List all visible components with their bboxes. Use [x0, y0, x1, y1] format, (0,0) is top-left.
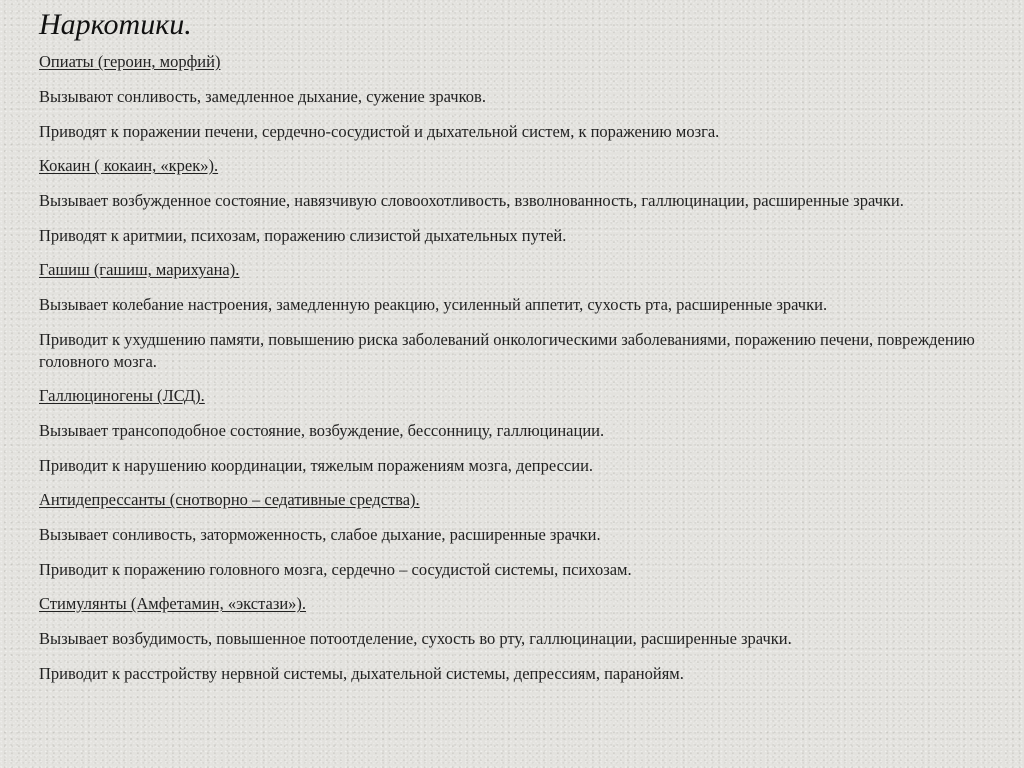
consequences-text: Приводит к нарушению координации, тяжелым поражениям мозга, депрессии. — [39, 456, 594, 475]
consequences-text: Приводит к поражению головного мозга, сердечно – сосудистой системы, психозам. — [39, 560, 632, 579]
effects-text: Вызывает возбужденное состояние, навязчивую словоохотливость, взволнованность, галлюцинации, расширенные зрачки. — [39, 191, 904, 210]
section-antidepressants — [39, 490, 1004, 581]
effects-text: Вызывают сонливость, замедленное дыхание, сужение зрачков. — [39, 87, 486, 106]
slide-title: Наркотики. — [39, 8, 192, 41]
section-heading: Кокаин ( кокаин, «крек»). — [39, 156, 219, 175]
consequences-text: Приводят к аритмии, психозам, поражению слизистой дыхательных путей. — [39, 226, 567, 245]
consequences-text: Приводит к ухудшению памяти, повышению риска заболеваний онкологическими заболеваниями, поражению печени, повреждению головного мозга. — [39, 330, 975, 371]
section-heading: Гашиш (гашиш, марихуана). — [39, 260, 240, 279]
effects-text: Вызывает возбудимость, повышенное потоотделение, сухость во рту, галлюцинации, расширенные зрачки. — [39, 629, 792, 648]
section-hallucinogens — [39, 386, 1004, 477]
section-hashish — [39, 260, 1004, 373]
section-heading: Антидепрессанты (снотворно – седативные средства). — [39, 490, 420, 509]
effects-text: Вызывает трансоподобное состояние, возбуждение, бессонницу, галлюцинации. — [39, 421, 605, 440]
section-heading: Галлюциногены (ЛСД). — [39, 386, 205, 405]
section-opiates — [39, 52, 1004, 143]
section-stimulants — [39, 594, 1004, 685]
consequences-text: Приводит к расстройству нервной системы, дыхательной системы, депрессиям, паранойям. — [39, 664, 684, 683]
effects-text: Вызывает колебание настроения, замедленную реакцию, усиленный аппетит, сухость рта, расширенные зрачки. — [39, 295, 828, 314]
consequences-text: Приводят к поражении печени, сердечно-сосудистой и дыхательной систем, к поражению мозга. — [39, 122, 720, 141]
section-heading: Опиаты (героин, морфий) — [39, 52, 221, 71]
effects-text: Вызывает сонливость, заторможенность, слабое дыхание, расширенные зрачки. — [39, 525, 601, 544]
section-heading: Стимулянты (Амфетамин, «экстази»). — [39, 594, 307, 613]
section-cocaine — [39, 156, 1004, 247]
